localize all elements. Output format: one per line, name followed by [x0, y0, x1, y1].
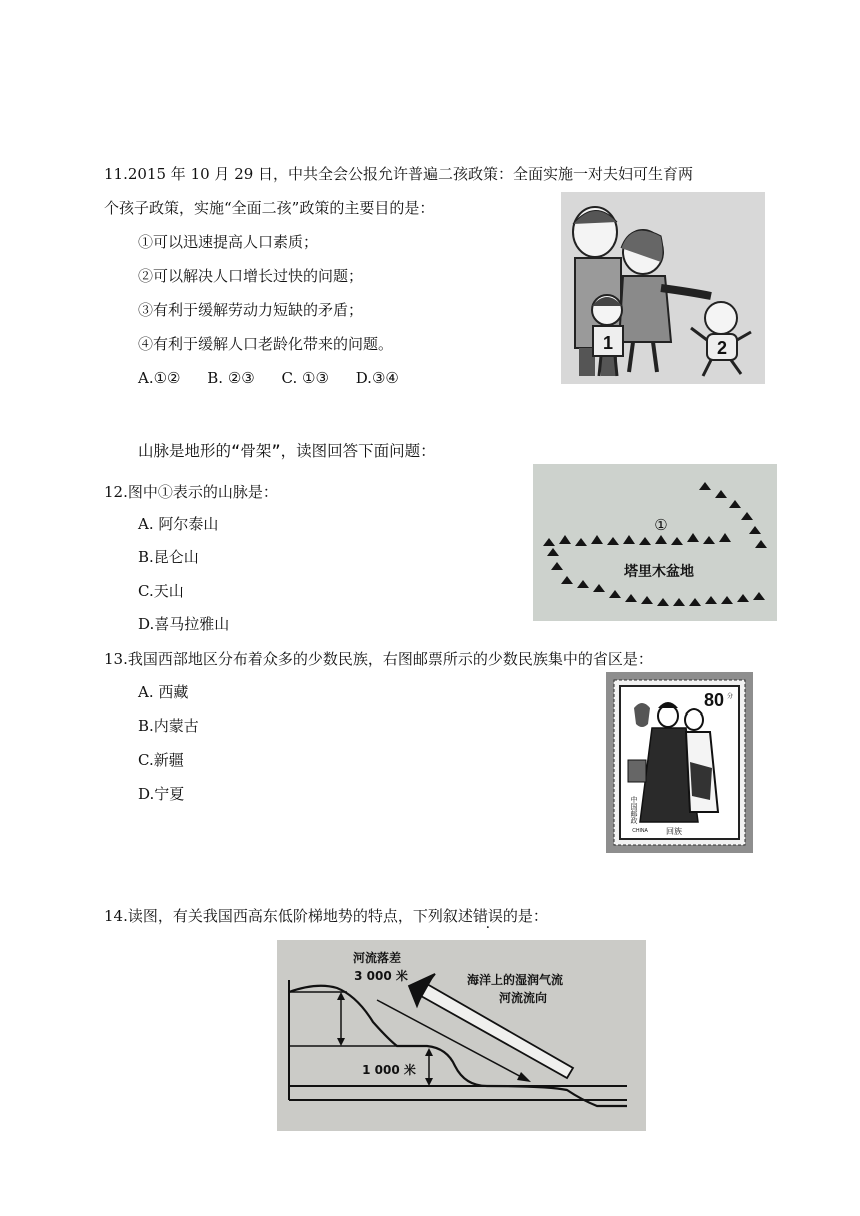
- q11-choices: [138, 368, 399, 388]
- tarim-basin-label: 塔里木盆地: [624, 564, 694, 580]
- child1-number: 1: [602, 333, 614, 353]
- q11-choice-d[interactable]: D.③④: [355, 369, 399, 387]
- q14-stem-emphasis: 错误: [472, 907, 503, 925]
- stamp-caption: 回族: [666, 827, 682, 836]
- q11-choice-c[interactable]: C. ①③: [281, 369, 329, 387]
- label-river-drop: 河流落差: [352, 951, 402, 965]
- q11-item-1: ①可以迅速提高人口素质；: [138, 233, 319, 251]
- q11-stem-line2: 个孩子政策，实施“全面二孩”政策的主要目的是：: [104, 199, 435, 217]
- q12-stem: 12.图中①表示的山脉是：: [104, 483, 278, 501]
- q14-stem-after: 的是：: [502, 907, 548, 925]
- family-cartoon-figure: [561, 192, 765, 384]
- q11-item-3: ③有利于缓解劳动力短缺的矛盾；: [138, 301, 364, 319]
- q14-stem: [104, 906, 548, 926]
- q13-option-a[interactable]: A. 西藏: [138, 683, 189, 701]
- q11-item-4: ④有利于缓解人口老龄化带来的问题。: [138, 335, 394, 353]
- q13-option-b[interactable]: B.内蒙古: [138, 717, 199, 735]
- stamp-value: 80: [703, 690, 724, 710]
- map-marker-1: ①: [654, 516, 668, 534]
- q11-choice-a[interactable]: A.①②: [138, 369, 181, 387]
- q12-option-c[interactable]: C.天山: [138, 582, 184, 600]
- q14-stem-before: 14.读图，有关我国西高东低阶梯地势的特点，下列叙述: [104, 907, 473, 925]
- mountains-intro: 山脉是地形的“骨架”，读图回答下面问题：: [138, 442, 436, 460]
- q13-option-d[interactable]: D.宁夏: [138, 785, 185, 803]
- stamp-country-en: CHINA: [632, 828, 648, 834]
- hui-stamp-figure: [606, 672, 753, 853]
- label-1000m: 1 000 米: [362, 1063, 416, 1077]
- q12-option-b[interactable]: B.昆仑山: [138, 548, 199, 566]
- terrain-staircase-diagram: [277, 940, 646, 1131]
- label-3000m: 3 000 米: [354, 969, 408, 983]
- q13-option-c[interactable]: C.新疆: [138, 751, 184, 769]
- child2-number: 2: [716, 338, 728, 358]
- label-river-direction: 河流流向: [498, 991, 548, 1005]
- stamp-country: 中国邮政: [630, 796, 638, 824]
- q13-stem: 13.我国西部地区分布着众多的少数民族，右图邮票所示的少数民族集中的省区是：: [104, 650, 653, 668]
- q12-option-a[interactable]: A. 阿尔泰山: [138, 515, 219, 533]
- q12-option-d[interactable]: D.喜马拉雅山: [138, 615, 230, 633]
- q11-choice-b[interactable]: B. ②③: [207, 369, 255, 387]
- q11-item-2: ②可以解决人口增长过快的问题；: [138, 267, 364, 285]
- label-humid-airflow: 海洋上的湿润气流: [466, 973, 564, 987]
- stamp-value-unit: 分: [726, 693, 734, 700]
- q11-stem-line1: 11.2015 年 10 月 29 日，中共全会公报允许普遍二孩政策：全面实施一对夫妇可生育两: [104, 165, 694, 183]
- tarim-basin-map: [533, 464, 777, 621]
